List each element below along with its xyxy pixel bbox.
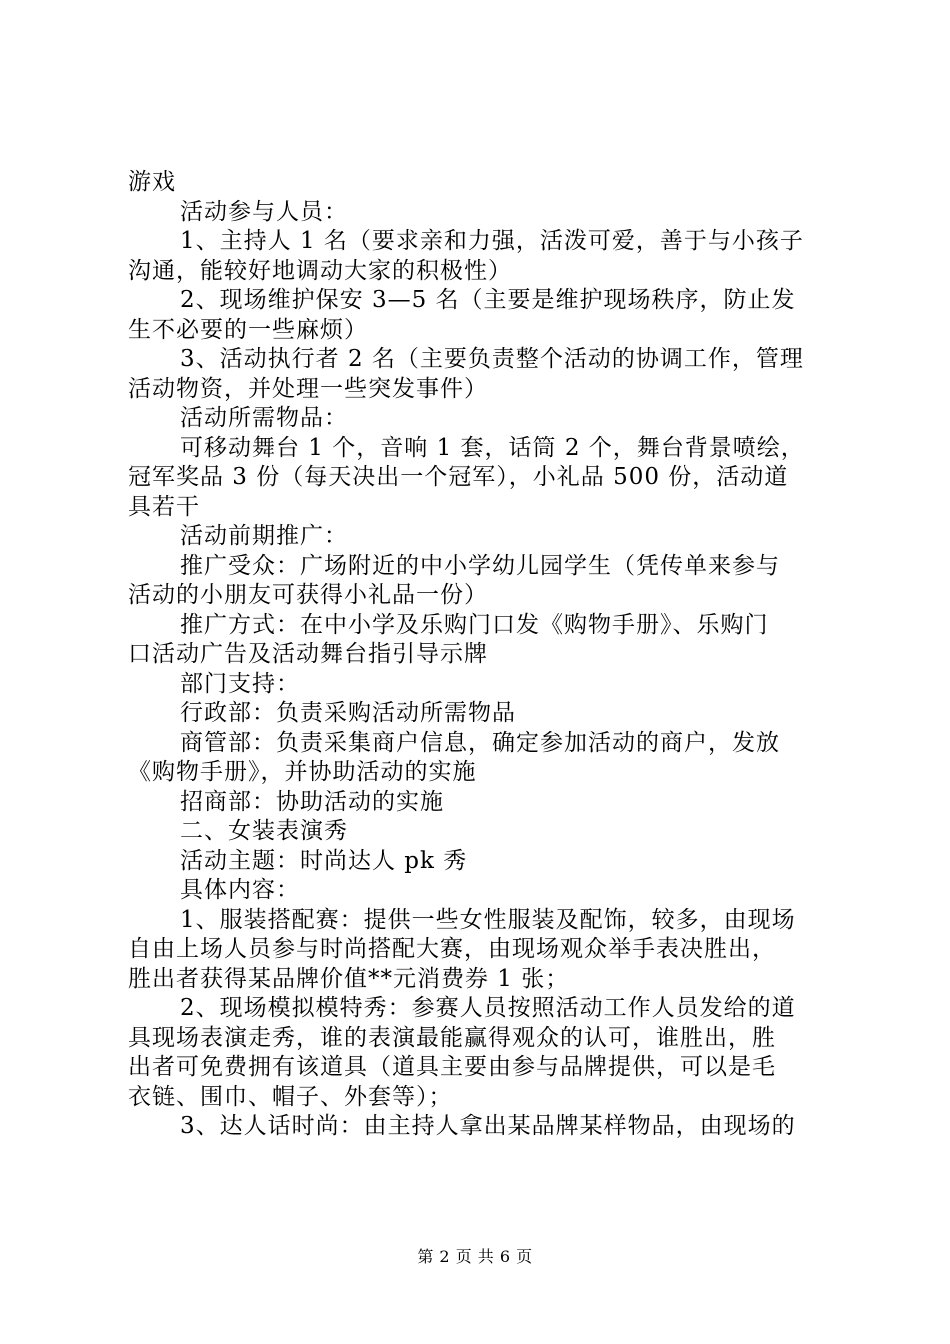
text-line: 招商部：协助活动的实施 <box>180 788 444 815</box>
text-line: 3、活动执行者 2 名（主要负责整个活动的协调工作，管理 <box>180 346 804 372</box>
text-line: 活动参与人员： <box>180 198 348 225</box>
text-line: 自由上场人员参与时尚搭配大赛，由现场观众举手表决胜出， <box>128 936 776 962</box>
text-line: 具现场表演走秀，谁的表演最能赢得观众的认可，谁胜出，胜 <box>128 1024 776 1051</box>
text-line: 游戏 <box>128 169 176 195</box>
text-line: 3、达人话时尚：由主持人拿出某品牌某样物品，由现场的 <box>180 1113 796 1139</box>
text-line: 1、主持人 1 名（要求亲和力强，活泼可爱，善于与小孩子 <box>180 228 804 254</box>
text-line: 具若干 <box>128 493 200 520</box>
text-line: 行政部：负责采购活动所需物品 <box>180 700 516 726</box>
text-line: 2、现场模拟模特秀：参赛人员按照活动工作人员发给的道 <box>180 995 796 1021</box>
text-line: 活动物资，并处理一些突发事件） <box>128 375 488 402</box>
text-line: 推广方式：在中小学及乐购门口发《购物手册》、乐购门 <box>180 611 769 638</box>
document-body <box>128 168 828 1142</box>
text-line: 生不必要的一些麻烦） <box>128 316 368 343</box>
text-line: 商管部：负责采集商户信息，确定参加活动的商户，发放 <box>180 729 780 756</box>
text-line: 部门支持： <box>180 670 300 697</box>
text-line: 活动前期推广： <box>180 523 348 549</box>
text-line: 胜出者获得某品牌价值**元消费券 1 张； <box>128 965 570 992</box>
text-line: 沟通，能较好地调动大家的积极性） <box>128 257 512 284</box>
text-line: 活动主题：时尚达人 pk 秀 <box>180 847 468 874</box>
text-line: 衣链、围巾、帽子、外套等）； <box>128 1083 453 1110</box>
text-line: 推广受众：广场附近的中小学幼儿园学生（凭传单来参与 <box>180 552 780 579</box>
text-line: 活动的小朋友可获得小礼品一份） <box>128 582 488 608</box>
text-line: 具体内容： <box>180 877 300 903</box>
text-line: 可移动舞台 1 个，音响 1 套，话筒 2 个，舞台背景喷绘， <box>180 434 805 461</box>
text-line: 活动所需物品： <box>180 405 348 431</box>
text-line: 口活动广告及活动舞台指引导示牌 <box>128 641 488 667</box>
text-line: 《购物手册》，并协助活动的实施 <box>128 759 477 785</box>
text-line: 冠军奖品 3 份（每天决出一个冠军），小礼品 500 份，活动道 <box>128 464 789 490</box>
text-line: 出者可免费拥有该道具（道具主要由参与品牌提供，可以是毛 <box>128 1054 776 1080</box>
text-line: 1、服装搭配赛：提供一些女性服装及配饰，较多，由现场 <box>180 906 796 933</box>
section-heading: 二、女装表演秀 <box>180 818 348 844</box>
text-line: 2、现场维护保安 3—5 名（主要是维护现场秩序，防止发 <box>180 287 796 313</box>
page-number-footer: 第 2 页 共 6 页 <box>417 1247 533 1266</box>
